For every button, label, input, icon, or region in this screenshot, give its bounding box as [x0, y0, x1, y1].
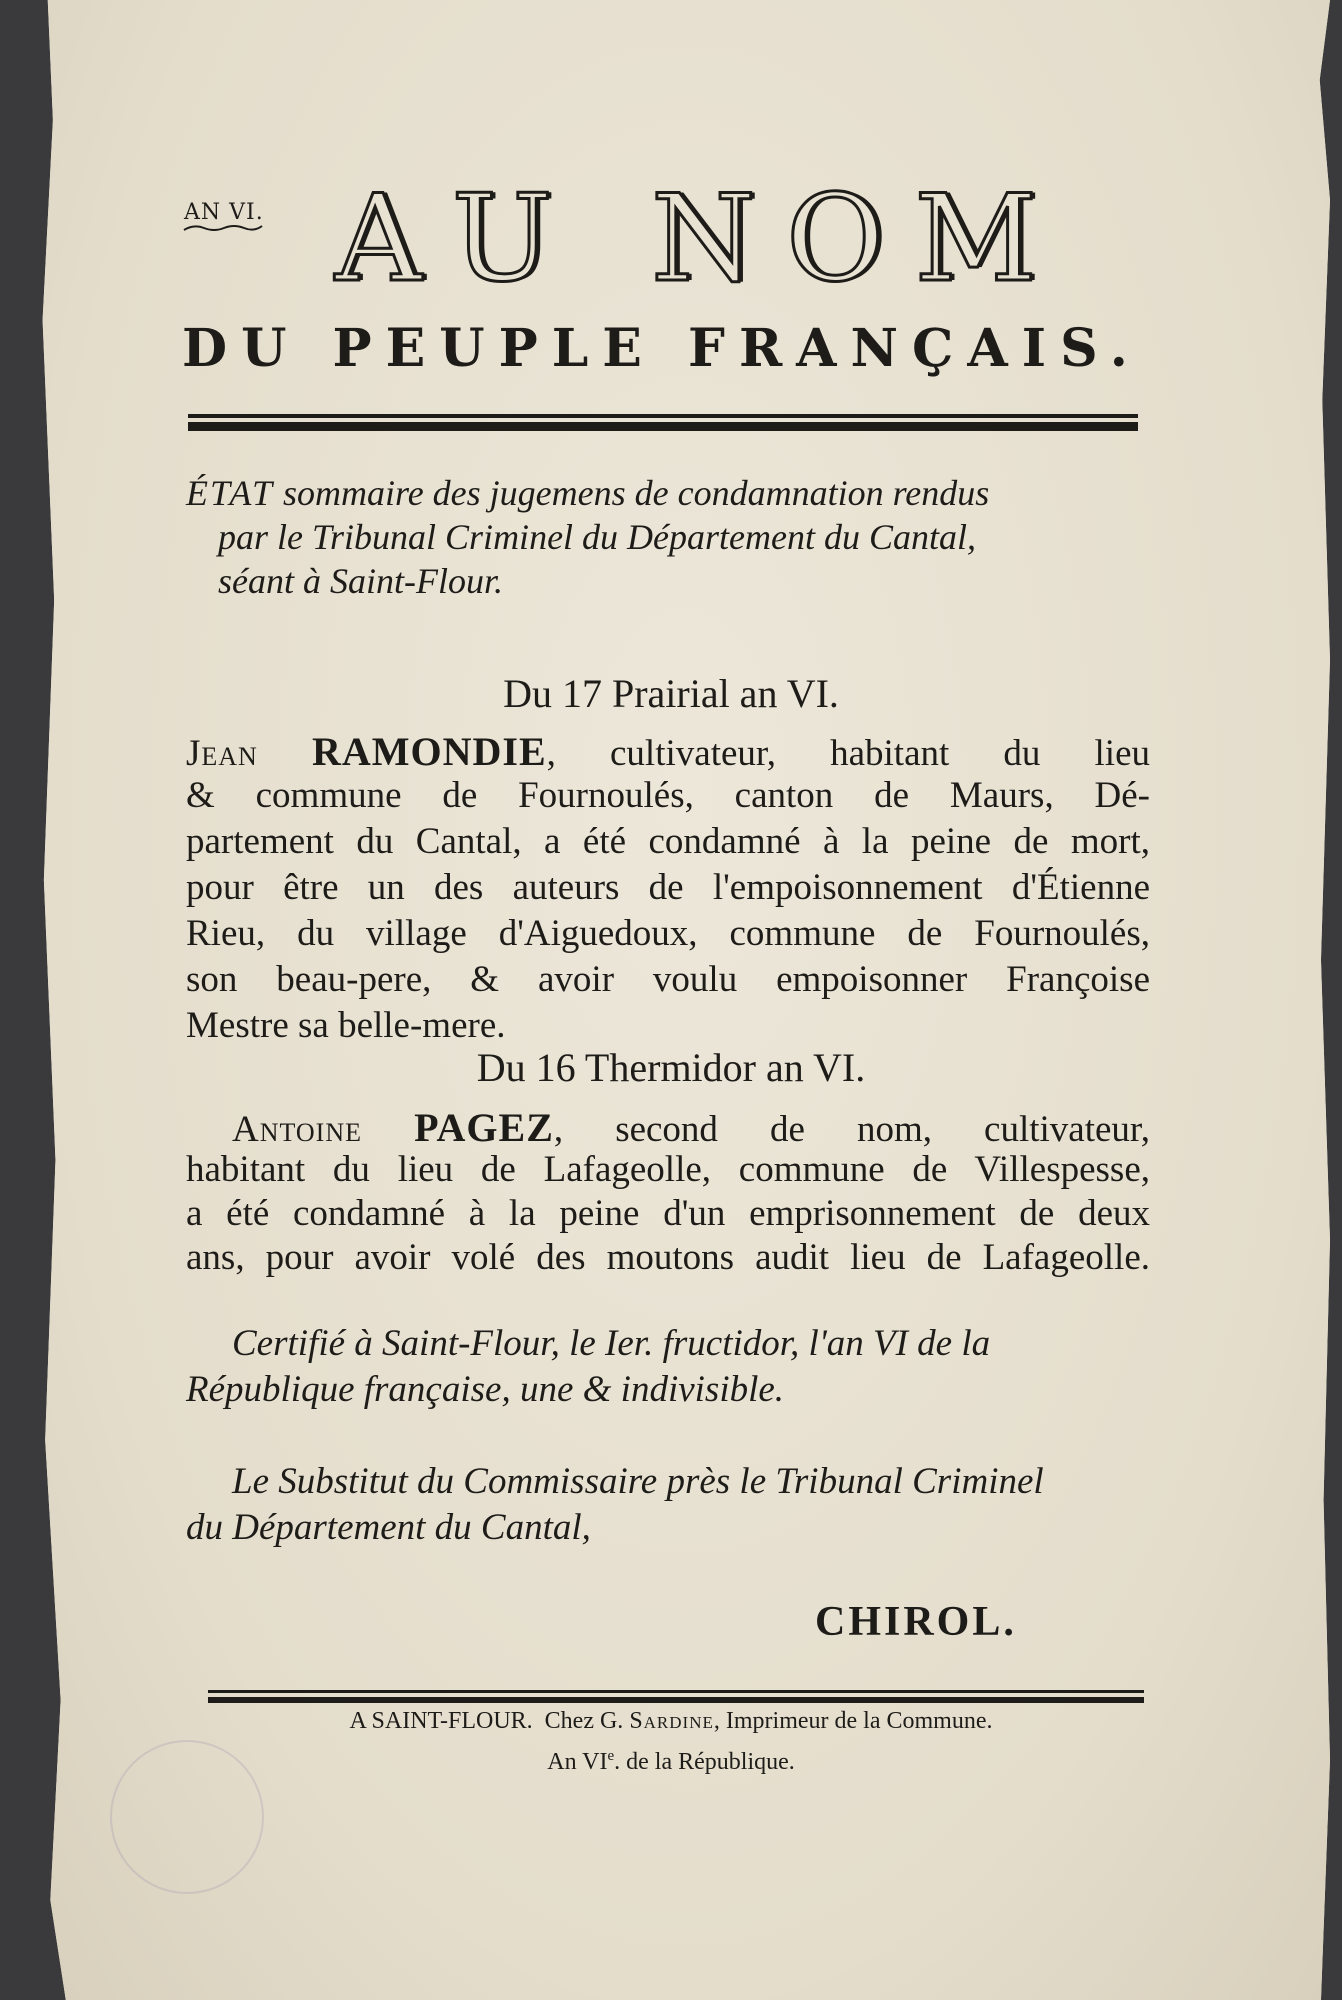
signatory-name: CHIROL. [815, 1599, 1017, 1645]
signatory-title-line-2: du Département du Cantal, [186, 1507, 591, 1548]
judgment-1-line-3: partement du Cantal, a été condamné à la peine de mort, [186, 821, 1150, 862]
intro-line-3: séant à Saint-Flour. [218, 561, 503, 601]
judgment-2-line-2: habitant du lieu de Lafageolle, commune de Villespesse, [186, 1149, 1150, 1190]
judgment-1-line-7: Mestre sa belle-mere. [186, 1005, 506, 1046]
faint-stamp-mark [110, 1740, 264, 1894]
footer-rule-thin [208, 1690, 1144, 1693]
signatory-title-line-1: Le Substitut du Commissaire près le Tribunal Criminel [232, 1461, 1044, 1502]
judgment-2-line-1-text: , second de nom, cultivateur, [553, 1109, 1150, 1150]
intro-line-1 [186, 472, 989, 514]
imprint-year: An VI [547, 1749, 608, 1775]
judgment-1-date: Du 17 Prairial an VI. [503, 671, 839, 716]
judgment-1-first-name: Jean [186, 733, 258, 774]
imprint-chez: Chez G. [544, 1708, 624, 1734]
header-rule-thick [188, 422, 1138, 431]
page-subtitle: DU PEUPLE FRANÇAIS. [182, 318, 1142, 379]
imprint-place: A SAINT-FLOUR. [349, 1708, 533, 1734]
imprint-role: , Imprimeur de la Commune. [713, 1708, 993, 1734]
intro-lead-word: ÉTAT [186, 473, 275, 513]
judgment-1-line-4: pour être un des auteurs de l'empoisonnement d'Étienne [186, 867, 1150, 908]
judgment-2-first-name: Antoine [232, 1109, 363, 1150]
imprint-year-rest: . de la République. [614, 1749, 795, 1775]
year-mark-flourish [182, 224, 264, 232]
imprint-printer: Sardine [629, 1708, 714, 1734]
imprint-year-sup: e [607, 1748, 615, 1764]
judgment-1-line-5: Rieu, du village d'Aiguedoux, commune de Fournoulés, [186, 913, 1150, 954]
judgment-1-line-2: & commune de Fournoulés, canton de Maurs, Dé- [186, 775, 1150, 816]
footer-rule-thick [208, 1697, 1144, 1703]
judgment-1-line-1 [186, 728, 1150, 775]
imprint-line-1 [0, 1708, 1342, 1735]
intro-line-2: par le Tribunal Criminel du Département du Cantal, [218, 517, 977, 557]
judgment-2-last-name: PAGEZ [414, 1105, 554, 1150]
header-rule-thin [188, 414, 1138, 418]
certification-line-1: Certifié à Saint-Flour, le Ier. fructidor, l'an VI de la [232, 1323, 991, 1364]
judgment-1-line-6: son beau-pere, & avoir voulu empoisonner Françoise [186, 959, 1150, 1000]
page-title: AU NOM [335, 170, 1068, 309]
certification-line-2: République française, une & indivisible. [186, 1369, 785, 1410]
judgment-2-line-3: a été condamné à la peine d'un emprisonnement de deux [186, 1193, 1150, 1234]
judgment-2-line-1 [232, 1104, 1150, 1151]
judgment-2-date: Du 16 Thermidor an VI. [476, 1045, 866, 1090]
judgment-1-last-name: RAMONDIE [311, 729, 547, 774]
year-mark: AN VI. [184, 200, 264, 225]
judgment-2-line-4: ans, pour avoir volé des moutons audit lieu de Lafageolle. [186, 1237, 1150, 1278]
judgment-1-line-1-text: , cultivateur, habitant du lieu [546, 733, 1150, 774]
intro-line-1-text: sommaire des jugemens de condamnation rendus [274, 473, 990, 513]
